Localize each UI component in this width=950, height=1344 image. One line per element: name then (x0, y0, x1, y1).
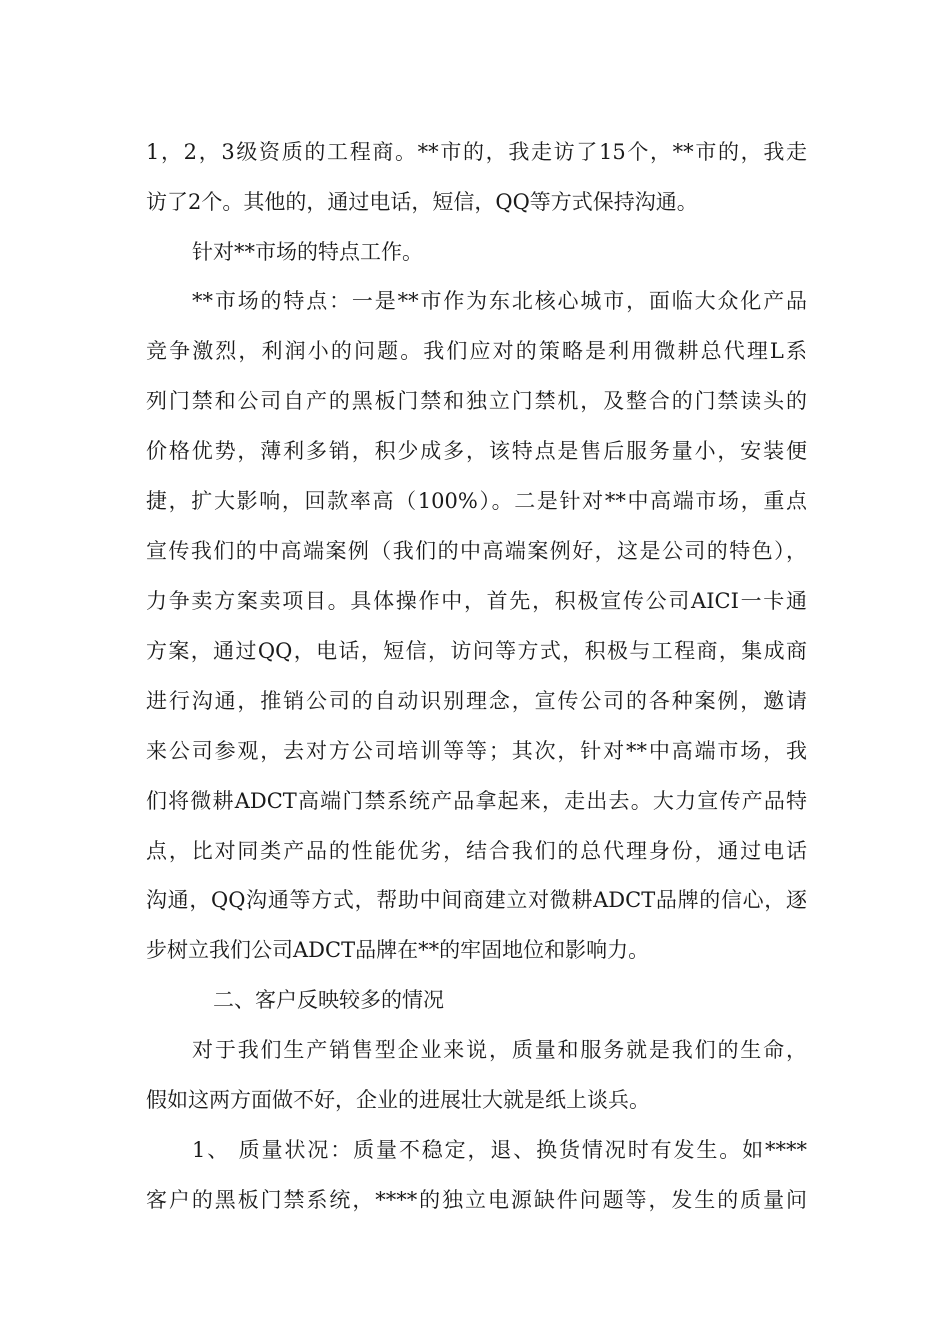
paragraph-line-9: 宣传我们的中高端案例（我们的中高端案例好，这是公司的特色）， (146, 539, 807, 563)
paragraph-line-2: 访了2个。其他的，通过电话，短信，QQ等方式保持沟通。 (146, 190, 698, 214)
paragraph-line-17: 步树立我们公司ADCT品牌在**的牢固地位和影响力。 (146, 938, 650, 962)
paragraph-line-8: 捷，扩大影响，回款率高（100%）。二是针对**中高端市场，重点 (146, 489, 807, 513)
paragraph-line-14: 们将微耕ADCT高端门禁系统产品拿起来，走出去。大力宣传产品特 (146, 789, 807, 813)
paragraph-line-5: 竞争激烈，利润小的问题。我们应对的策略是利用微耕总代理L系 (146, 339, 807, 363)
paragraph-line-11: 方案，通过QQ，电话，短信，访问等方式，积极与工程商，集成商 (146, 639, 807, 663)
section-heading: 二、客户反映较多的情况 (213, 988, 444, 1012)
paragraph-line-15: 点，比对同类产品的性能优劣，结合我们的总代理身份，通过电话 (146, 839, 807, 863)
paragraph-line-21: 1、 质量状况：质量不稳定，退、换货情况时有发生。如**** (192, 1138, 807, 1162)
paragraph-line-1: 1，2，3级资质的工程商。**市的，我走访了15个，**市的，我走 (146, 140, 807, 164)
paragraph-line-19: 对于我们生产销售型企业来说，质量和服务就是我们的生命， (192, 1038, 807, 1062)
paragraph-line-16: 沟通，QQ沟通等方式，帮助中间商建立对微耕ADCT品牌的信心，逐 (146, 888, 807, 912)
paragraph-line-6: 列门禁和公司自产的黑板门禁和独立门禁机，及整合的门禁读头的 (146, 389, 807, 413)
paragraph-line-3: 针对**市场的特点工作。 (192, 240, 423, 264)
paragraph-line-13: 来公司参观，去对方公司培训等等；其次，针对**中高端市场，我 (146, 739, 807, 763)
paragraph-line-22: 客户的黑板门禁系统，****的独立电源缺件问题等，发生的质量问 (146, 1188, 807, 1212)
paragraph-line-4: **市场的特点：一是**市作为东北核心城市，面临大众化产品 (192, 289, 807, 313)
paragraph-line-10: 力争卖方案卖项目。具体操作中，首先，积极宣传公司AICI一卡通 (146, 589, 807, 613)
paragraph-line-20: 假如这两方面做不好，企业的进展壮大就是纸上谈兵。 (146, 1088, 650, 1112)
paragraph-line-7: 价格优势，薄利多销，积少成多，该特点是售后服务量小，安装便 (146, 439, 807, 463)
paragraph-line-12: 进行沟通，推销公司的自动识别理念，宣传公司的各种案例，邀请 (146, 689, 807, 713)
